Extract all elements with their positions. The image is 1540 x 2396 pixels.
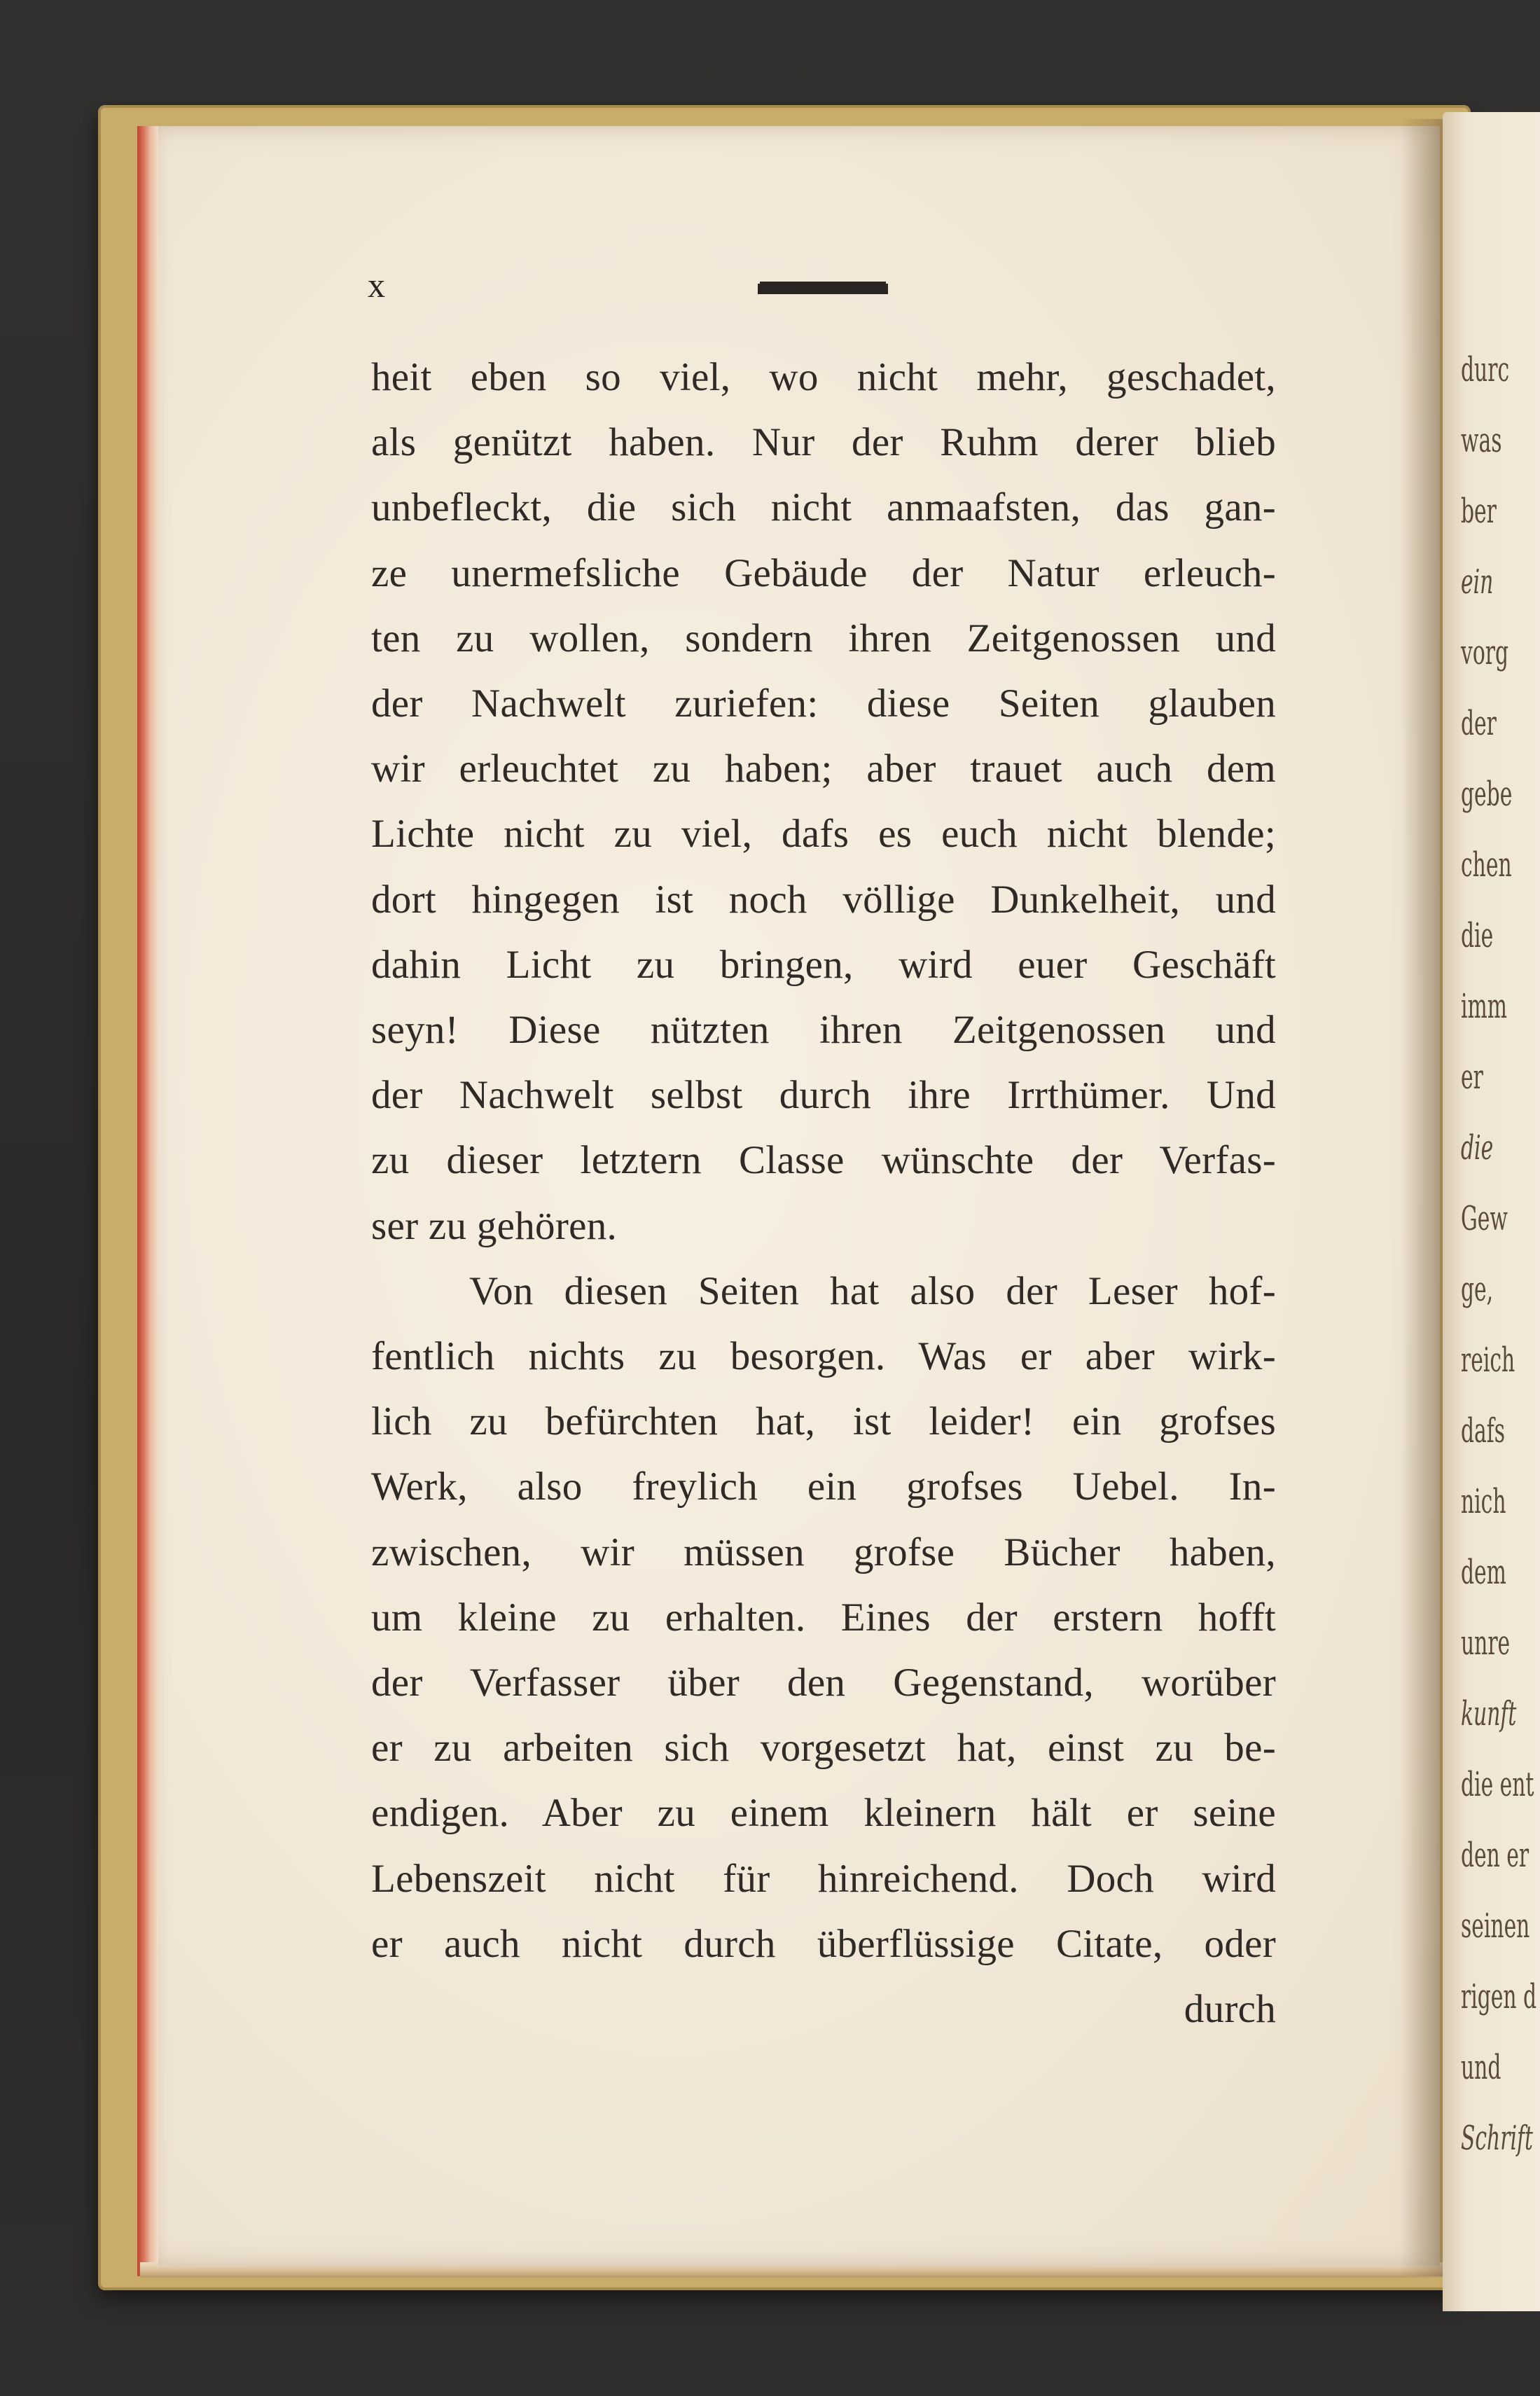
text-line: Von diesen Seiten hat also der Leser hof- [469, 1268, 1276, 1313]
text-line: fentlich nichts zu besorgen. Was er aber wirk- [371, 1334, 1276, 1378]
recto-page-fragment [1443, 112, 1540, 2311]
catchword: durch [1184, 1987, 1276, 2031]
facing-text-fragment: dafs [1461, 1411, 1506, 1450]
text-line: er zu arbeiten sich vorgesetzt hat, einst zu be- [371, 1726, 1276, 1771]
text-line: der Nachwelt selbst durch ihre Irrthümer. Und [371, 1073, 1276, 1118]
facing-text-fragment: den er [1461, 1836, 1529, 1875]
text-line: unbefleckt, die sich nicht anmaafsten, das gan- [371, 485, 1276, 530]
facing-text-fragment: Schrift [1461, 2119, 1533, 2158]
facing-text-fragment: imm [1461, 987, 1507, 1026]
facing-text-fragment: der [1461, 704, 1497, 743]
text-line: ser zu gehören. [371, 1203, 618, 1248]
text-line: als genützt haben. Nur der Ruhm derer blieb [371, 420, 1276, 465]
header-rule [758, 284, 888, 294]
facing-text-fragment: unre [1461, 1623, 1511, 1663]
text-line: Lebenszeit nicht für hinreichend. Doch wird [371, 1856, 1276, 1901]
text-line: er auch nicht durch überflüssige Citate, oder [371, 1921, 1276, 1966]
text-line: wir erleuchtet zu haben; aber trauet auch dem [371, 747, 1276, 791]
text-line: zu dieser letztern Classe wünschte der Verfas- [371, 1138, 1276, 1183]
facing-text-fragment: rigen d [1461, 1977, 1537, 2016]
facing-text-fragment: kunft [1461, 1694, 1517, 1733]
page-number: x [368, 265, 385, 305]
text-line: lich zu befürchten hat, ist leider! ein grofses [371, 1399, 1276, 1444]
facing-text-fragment: durc [1461, 350, 1510, 389]
facing-text-fragment: er [1461, 1058, 1483, 1097]
text-line: der Verfasser über den Gegenstand, worüber [371, 1661, 1276, 1705]
text-line: um kleine zu erhalten. Eines der erstern hofft [371, 1595, 1276, 1640]
text-line: heit eben so viel, wo nicht mehr, geschadet, [371, 355, 1276, 399]
facing-text-fragment: die [1461, 916, 1494, 955]
facing-text-fragment: gebe [1461, 775, 1513, 814]
facing-text-fragment: die ent [1461, 1765, 1534, 1804]
facing-text-fragment: reich [1461, 1341, 1515, 1380]
facing-text-fragment: und [1461, 2048, 1501, 2087]
text-line: ten zu wollen, sondern ihren Zeitgenossen und [371, 616, 1276, 660]
facing-text-fragment: die [1461, 1128, 1494, 1168]
text-line: endigen. Aber zu einem kleinern hält er seine [371, 1791, 1276, 1836]
facing-text-fragment: dem [1461, 1553, 1506, 1592]
facing-text-fragment: was [1461, 421, 1502, 460]
facing-text-fragment: vorg [1461, 633, 1509, 672]
facing-text-fragment: ge, [1461, 1270, 1494, 1309]
facing-text-fragment: Gew [1461, 1199, 1508, 1238]
facing-text-fragment: seinen [1461, 1906, 1530, 1946]
text-line: dort hingegen ist noch völlige Dunkelheit, und [371, 877, 1276, 922]
text-line: Werk, also freylich ein grofses Uebel. In- [371, 1464, 1276, 1509]
text-line: der Nachwelt zuriefen: diese Seiten glauben [371, 681, 1276, 726]
text-line: dahin Licht zu bringen, wird euer Geschäft [371, 942, 1276, 987]
text-line: seyn! Diese nützten ihren Zeitgenossen und [371, 1008, 1276, 1052]
facing-text-fragment: ein [1461, 562, 1494, 602]
text-line: zwischen, wir müssen grofse Bücher haben, [371, 1530, 1276, 1574]
facing-text-fragment: chen [1461, 845, 1512, 885]
text-line: Lichte nicht zu viel, dafs es euch nicht blende; [371, 812, 1276, 857]
page-edge-left [137, 126, 158, 2276]
facing-text-fragment: ber [1461, 492, 1497, 531]
facing-text-fragment: nich [1461, 1482, 1506, 1521]
text-line: ze unermefsliche Gebäude der Natur erleuch- [371, 550, 1276, 595]
